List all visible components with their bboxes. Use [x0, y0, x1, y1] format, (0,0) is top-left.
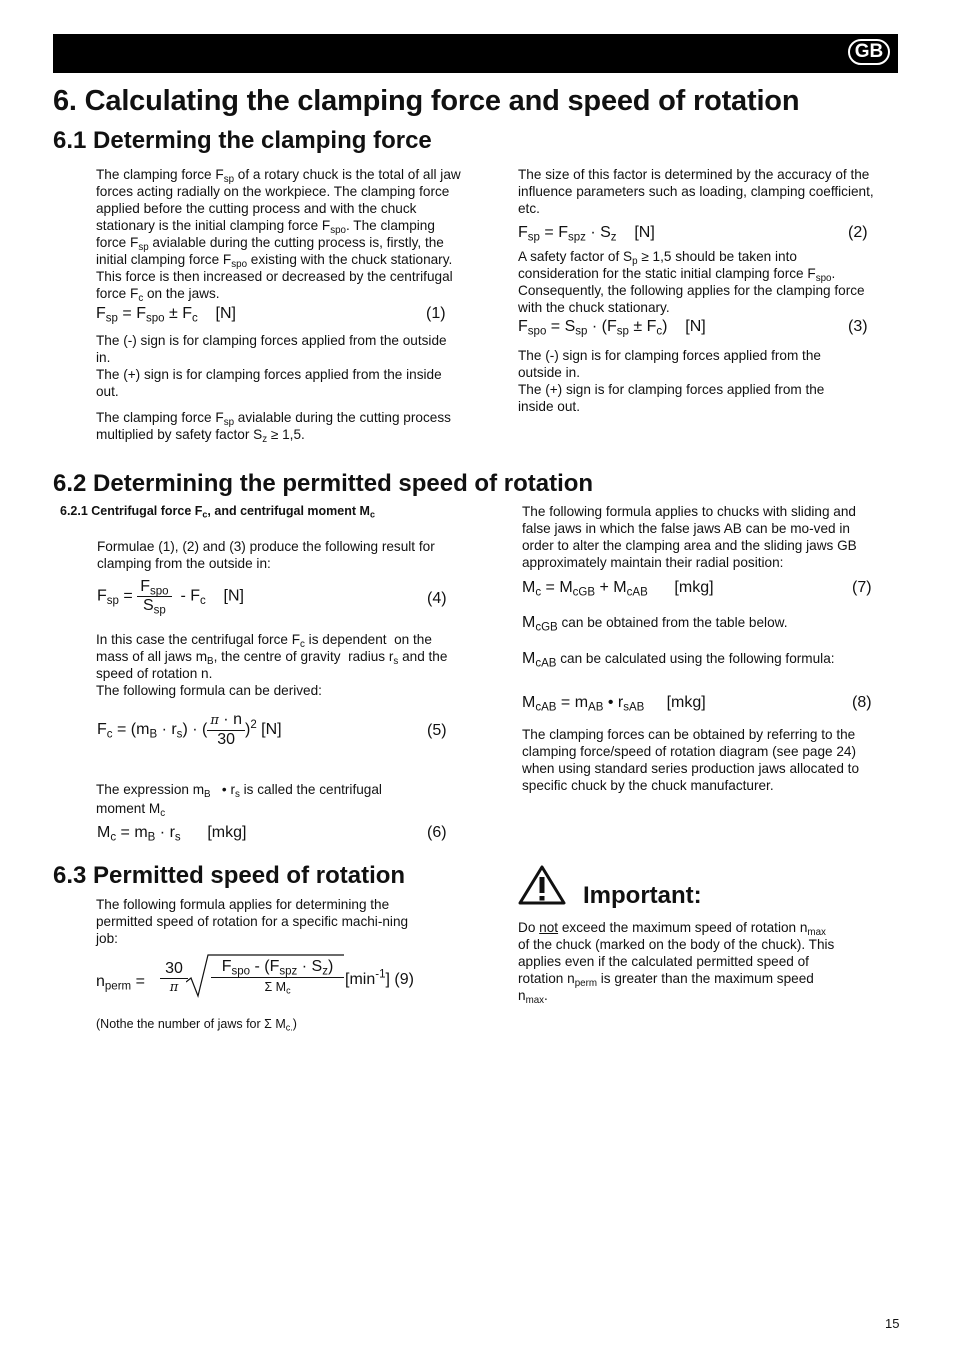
- page-title: 6. Calculating the clamping force and speed of rotation: [53, 85, 800, 117]
- s62-right-para-3: $M_{cAB}$ can be calculated using the following formula:: [522, 650, 835, 670]
- equation-9-radicand-bottom: Σ $M_c$: [264, 980, 291, 996]
- section-6-2-1-heading: 6.2.1 Centrifugal force $F_c$, and centrifugal moment $M_c$: [60, 504, 375, 520]
- equation-6-number: (6): [427, 824, 447, 841]
- s61-right-para-3: The (-) sign is for clamping forces applied from the outside in. The (+) sign is for clamping forces applied from the inside out.: [518, 348, 825, 414]
- s61-left-para-1: The clamping force $F_{sp}$ of a rotary chuck is the total of all jaw forces acting radially on the workpiece. The clamping force applied before the cutting process and with the chuck stationary is the initial clamping force $F_{spo}$. The clamping force $F_{sp}$ avialable during the cutting process is, firstly, the initial clamping force $F_{spo}$ existing with the chuck stationary. This force is then increased or decreased by the centrifugal force $F_c$ on the jaws.: [96, 167, 461, 304]
- language-badge: GB: [848, 39, 890, 65]
- equation-9-radicand-top: $F_{spo} - (F_{spz} \cdot S_z)$: [211, 957, 344, 978]
- equation-1-number: (1): [426, 305, 446, 322]
- equation-9-rhs: $[\min^{-1}]$ (9): [345, 968, 414, 988]
- equation-9-lhs: $n_{perm}$ =: [96, 973, 145, 993]
- s63-note: (Nothe the number of jaws for Σ $M_{c.}$): [96, 1017, 297, 1033]
- equation-8: $M_{cAB} = m_{AB}$ • $r_{sAB}$ [mkg]: [522, 694, 706, 714]
- page-number: 15: [885, 1316, 900, 1331]
- equation-4-number: (4): [427, 590, 447, 607]
- pi-symbol: π: [169, 980, 179, 995]
- equation-4: $F_{sp}$ = $\frac{F_{spo}}{S_{sp}}$ - $F_c$ [N]: [97, 578, 244, 617]
- equation-5-number: (5): [427, 722, 447, 739]
- warning-icon: [517, 864, 567, 906]
- s61-left-para-3: The clamping force $F_{sp}$ avialable during the cutting process multiplied by safety factor $S_z \ge 1,5$.: [96, 410, 451, 445]
- header-bar: [53, 34, 898, 73]
- equation-2-number: (2): [848, 224, 868, 241]
- section-6-1-heading: 6.1 Determing the clamping force: [53, 127, 432, 154]
- equation-3: $F_{spo} = S_{sp} \cdot (F_{sp} \pm F_c)$ [N]: [518, 318, 706, 338]
- section-6-2-heading: 6.2 Determining the permitted speed of rotation: [53, 470, 594, 497]
- equation-5: $F_c = (m_B \cdot r_s)$ · ( $\frac{\pi \cdot n}{30}$ )$^2$ [N]: [97, 711, 282, 748]
- equation-9-fraction: [160, 960, 188, 997]
- s62-right-para-2: $M_{cGB}$ can be obtained from the table below.: [522, 614, 788, 634]
- equation-1: $F_{sp} = F_{spo} \pm F_c$ [N]: [96, 305, 236, 325]
- important-title: Important:: [583, 882, 702, 909]
- equation-9-fraction-top: 30: [160, 960, 188, 979]
- equation-7: $M_c = M_{cGB} + M_{cAB}$ [mkg]: [522, 579, 714, 599]
- s62-right-para-1: The following formula applies to chucks with sliding and false jaws in which the false jaws AB can be mo-ved in order to alter the clamping area and the sliding jaws GB approximately maintain their radial position:: [522, 504, 857, 570]
- s61-left-para-2: The (-) sign is for clamping forces applied from the outside in. The (+) sign is for clamping forces applied from the inside out.: [96, 333, 447, 399]
- equation-6: $M_c = m_B \cdot r_s$ [mkg]: [97, 824, 247, 844]
- equation-3-number: (3): [848, 318, 868, 335]
- s62-left-para-3: The expression $m_B$ • $r_s$ is called the centrifugal moment $M_c$: [96, 782, 382, 819]
- s62-right-para-4: The clamping forces can be obtained by referring to the clamping force/speed of rotation diagram (see page 24) when using standard series production jaws allocated to specific chuck by the chuck manufacturer.: [522, 727, 860, 793]
- important-text: Do not exceed the maximum speed of rotation $n_{max}$ of the chuck (marked on the body of the chuck). This applies even if the calculated permitted speed of rotation $n_{perm}$ is greater than the maximum speed $n_{max}$.: [518, 920, 835, 1006]
- section-6-3-heading: 6.3 Permitted speed of rotation: [53, 862, 406, 889]
- s62-left-para-2: In this case the centrifugal force $F_c$ is dependent on the mass of all jaws $m_B$, the centre of gravity radius $r_s$ and the speed of rotation n. The following formula can be derived:: [96, 632, 448, 698]
- equation-8-number: (8): [852, 694, 872, 711]
- s63-para-1: The following formula applies for determining the permitted speed of rotation for a specific machi-ning job:: [96, 897, 409, 946]
- s61-right-para-1: The size of this factor is determined by the accuracy of the influence parameters such as loading, clamping coefficient, etc.: [518, 167, 874, 216]
- equation-7-number: (7): [852, 579, 872, 596]
- equation-2: $F_{sp} = F_{spz} \cdot S_z$ [N]: [518, 224, 655, 244]
- equation-9-radicand: [211, 957, 344, 996]
- s61-right-para-2: A safety factor of $S_p \ge 1,5$ should be taken into consideration for the static initial clamping force $F_{spo}$. Consequently, the following applies for the clamping force with the chuck stationary.: [518, 249, 865, 315]
- s62-left-para-1: Formulae (1), (2) and (3) produce the following result for clamping from the outside in:: [97, 539, 435, 571]
